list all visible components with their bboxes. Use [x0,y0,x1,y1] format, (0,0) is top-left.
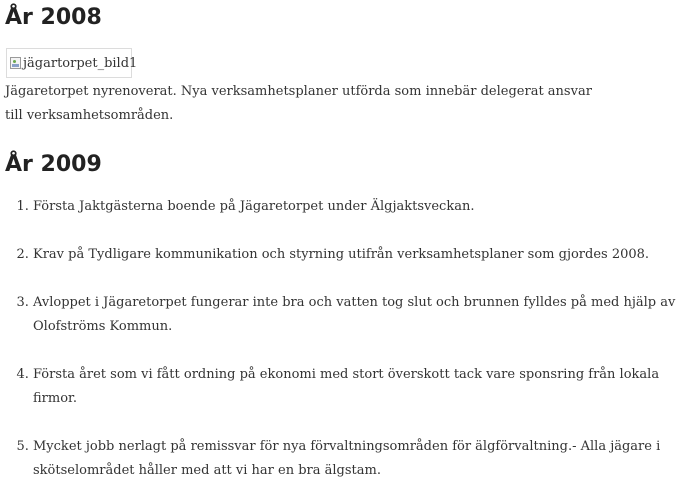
image-jagartorpet [6,48,138,78]
heading-2009: År 2009 [5,152,102,177]
list-2009 [5,195,683,483]
list-item: 1. Första Jaktgästerna boende på Jägaretorpet under Älgjaktsveckan. [33,195,683,219]
list-item: 3. Avloppet i Jägaretorpet fungerar inte bra och vatten tog slut och brunnen fylldes på med hjälp av Olofströms Kommun. [33,291,683,339]
list-item: 5. Mycket jobb nerlagt på remissvar för nya förvaltningsområden för älgförvaltning.- Alla jägare i skötselområdet håller med att vi har en bra älgstam. [33,435,683,483]
list-item: 4. Första året som vi fått ordning på ekonomi med stort överskott tack vare sponsring från lokala firmor. [33,363,683,411]
list-item: 2. Krav på Tydligare kommunikation och styrning utifrån verksamhetsplaner som gjordes 2008. [33,243,683,267]
paragraph-2008: Jägaretorpet nyrenoverat. Nya verksamhetsplaner utförda som innebär delegerat ansvar till verksamhetsområden. [5,84,592,123]
heading-2008: År 2008 [5,5,102,30]
image-alt-text: jägartorpet_bild1 [23,55,138,71]
broken-image-icon [10,57,21,69]
